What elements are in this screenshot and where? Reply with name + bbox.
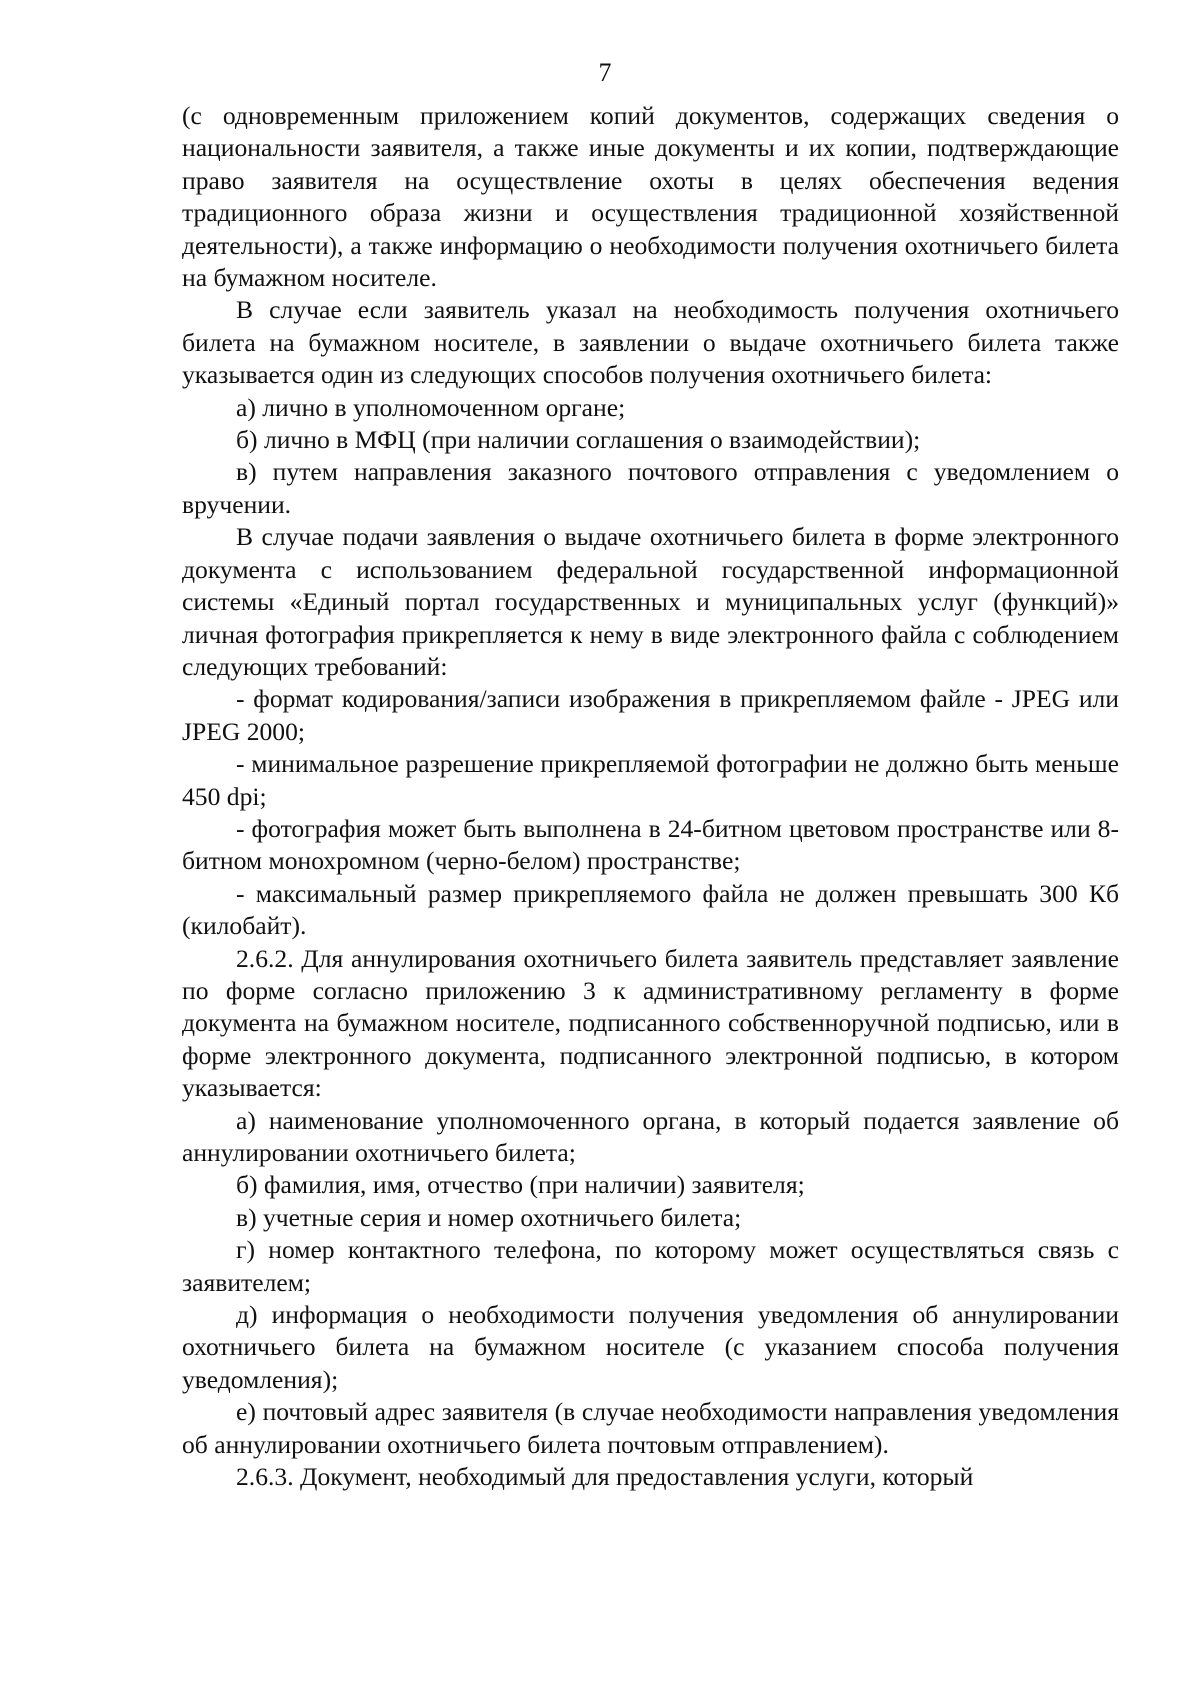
paragraph: в) учетные серия и номер охотничьего билета; (236, 1202, 742, 1232)
paragraph: г) номер контактного телефона, по которому может осуществляться связь с заявителем; (182, 1235, 1119, 1297)
paragraph: в) путем направления заказного почтового отправления с уведомлением о вручении. (182, 457, 1119, 519)
page-number: 7 (598, 58, 612, 87)
paragraph: 2.6.3. Документ, необходимый для предоставления услуги, который (236, 1462, 974, 1492)
paragraph: - минимальное разрешение прикрепляемой фотографии не должно быть меньше 450 dpi; (182, 749, 1119, 811)
paragraph: - формат кодирования/записи изображения в прикрепляемом файле - JPEG или JPEG 2000; (182, 684, 1119, 746)
paragraph: д) информация о необходимости получения уведомления об аннулировании охотничьего билета на бумажном носителе (с указанием способа получения уведомления); (182, 1300, 1119, 1394)
paragraph: а) лично в уполномоченном органе; (236, 392, 626, 422)
paragraph: 2.6.2. Для аннулирования охотничьего билета заявитель представляет заявление по форме согласно приложению 3 к административному регламенту в форме документа на бумажном носителе, подписанного собственноручной подписью, или в форме электронного документа, подписанного электронной подписью, в котором указывается: (182, 943, 1119, 1103)
paragraph: е) почтовый адрес заявителя (в случае необходимости направления уведомления об аннулировании охотничьего билета почтовым отправлением). (182, 1397, 1119, 1459)
paragraph: - максимальный размер прикрепляемого файла не должен превышать 300 Кб (килобайт). (182, 878, 1119, 941)
paragraph: В случае подачи заявления о выдаче охотничьего билета в форме электронного документа с использованием федеральной государственной информационной системы «Единый портал государственных и муниципальных услуг (функций)» личная фотография прикрепляется к нему в виде электронного файла с соблюдением следующих требований: (182, 522, 1119, 681)
paragraph: а) наименование уполномоченного органа, в который подается заявление об аннулировании охотничьего билета; (182, 1105, 1119, 1167)
paragraph: В случае если заявитель указал на необходимость получения охотничьего билета на бумажном носителе, в заявлении о выдаче охотничьего билета также указывается один из следующих способов получения охотничьего билета: (182, 295, 1119, 390)
paragraph: б) лично в МФЦ (при наличии соглашения о взаимодействии); (236, 425, 921, 455)
paragraph: (с одновременным приложением копий документов, содержащих сведения о национальности заявителя, а также иные документы и их копии, подтверждающие право заявителя на осуществление охоты в целях обеспечения ведения традиционного образа жизни и осуществления традиционной хозяйственной деятельности), а также информацию о необходимости получения охотничьего билета на бумажном носителе. (182, 101, 1119, 293)
paragraph: - фотография может быть выполнена в 24-битном цветовом пространстве или 8-битном монохромном (черно-белом) пространстве; (182, 813, 1119, 876)
document-body (182, 100, 1119, 1493)
paragraph: б) фамилия, имя, отчество (при наличии) заявителя; (236, 1170, 805, 1200)
